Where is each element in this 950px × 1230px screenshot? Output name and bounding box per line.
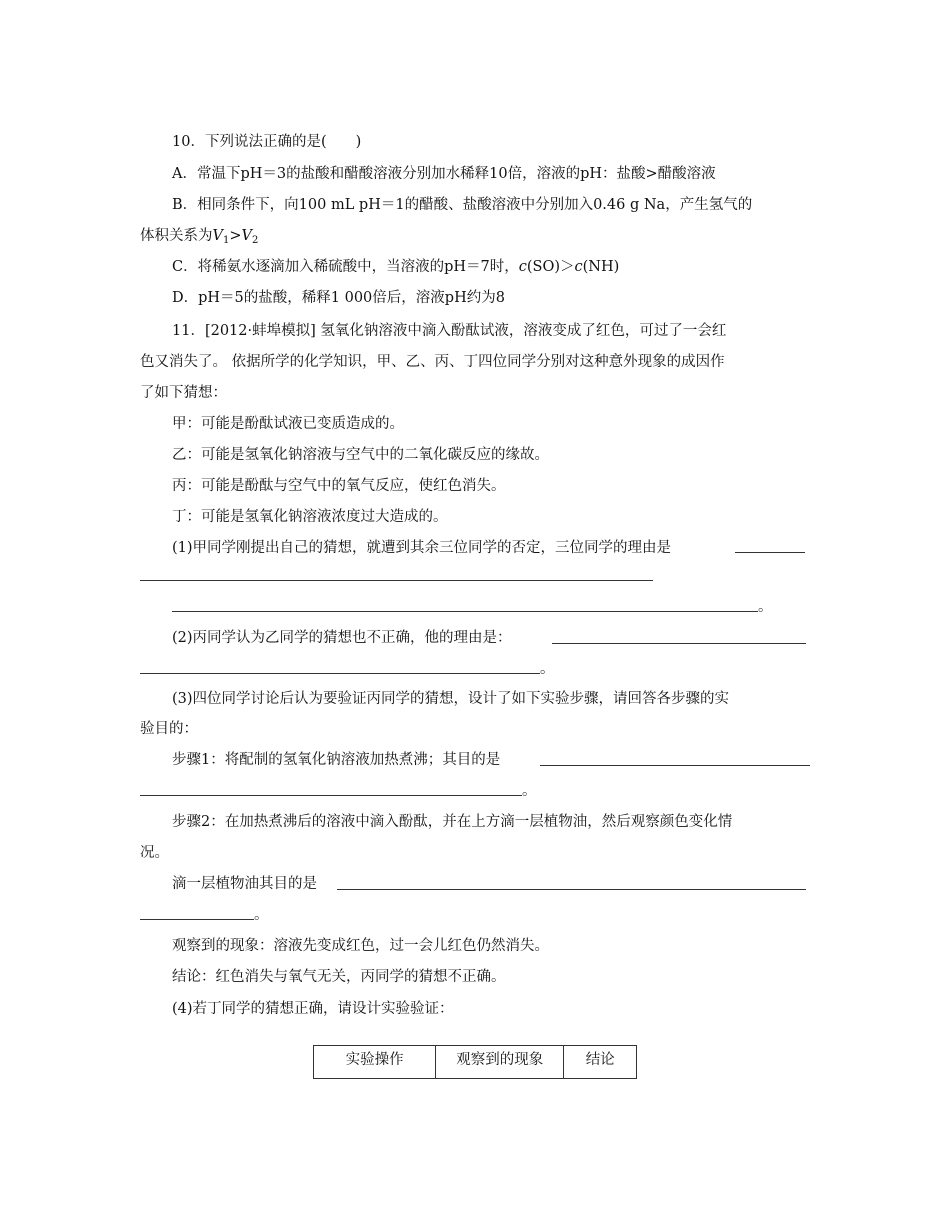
experiment-table	[313, 1045, 637, 1079]
part1-answer-blank-a[interactable]	[735, 552, 805, 553]
q10-option-b-line1: B．相同条件下，向100 mL pH＝1的醋酸、盐酸溶液中分别加入0.46 g Na，产生氢气的	[172, 197, 753, 213]
q11-intro-line2: 色又消失了。 依据所学的化学知识，甲、乙、丙、丁四位同学分别对这种意外现象的成因作	[140, 354, 725, 370]
var-v1: V	[212, 228, 223, 244]
step1-answer-blank-b[interactable]	[140, 795, 522, 796]
conclusion: 结论：红色消失与氧气无关，丙同学的猜想不正确。	[172, 969, 506, 985]
part1-period: 。	[758, 599, 773, 615]
sulfate-term: (SO)＞	[526, 259, 575, 275]
oil-purpose-prompt: 滴一层植物油其目的是	[172, 876, 317, 892]
q10-option-b-line2	[140, 226, 258, 251]
step1-prompt: 步骤1：将配制的氢氧化钠溶液加热煮沸；其目的是	[172, 752, 501, 768]
part4-prompt: (4)若丁同学的猜想正确，请设计实验验证：	[172, 1001, 454, 1017]
header-conclusion: 结论	[564, 1046, 637, 1079]
oil-period: 。	[254, 907, 269, 923]
part1-answer-blank-b[interactable]	[140, 580, 653, 581]
guess-bing: 丙：可能是酚酞与空气中的氧气反应，使红色消失。	[172, 478, 506, 494]
q10-option-a: A．常温下pH＝3的盐酸和醋酸溶液分别加水稀释10倍，溶液的pH：盐酸>醋酸溶液	[172, 166, 716, 182]
q11-intro-line3: 了如下猜想：	[140, 385, 227, 401]
q10-stem: 10．下列说法正确的是( )	[172, 134, 362, 150]
part1-answer-blank-c[interactable]	[172, 611, 758, 612]
q10-option-c-text: C．将稀氨水逐滴加入稀硫酸中，当溶液的pH＝7时，	[172, 259, 519, 275]
q10-option-d: D．pH＝5的盐酸，稀释1 000倍后，溶液pH约为8	[172, 290, 505, 306]
step2-line1: 步骤2：在加热煮沸后的溶液中滴入酚酞，并在上方滴一层植物油，然后观察颜色变化情	[172, 814, 733, 830]
var-c1: c	[518, 259, 527, 275]
part2-prompt: (2)丙同学认为乙同学的猜想也不正确，他的理由是：	[172, 630, 512, 646]
part2-answer-blank-b[interactable]	[140, 673, 540, 674]
step2-line2: 况。	[140, 845, 169, 861]
oil-answer-blank-b[interactable]	[140, 919, 254, 920]
ammonium-term: (NH)	[582, 259, 620, 275]
oil-answer-blank-a[interactable]	[337, 889, 806, 890]
step1-answer-blank-a[interactable]	[540, 765, 810, 766]
part2-period: 。	[540, 661, 555, 677]
part3-prompt-line1: (3)四位同学讨论后认为要验证丙同学的猜想，设计了如下实验步骤，请回答各步骤的实	[172, 691, 730, 707]
subscript-1: 1	[222, 235, 230, 246]
part3-prompt-line2: 验目的：	[140, 721, 198, 737]
q10-option-c	[172, 257, 619, 277]
greater-than: >	[229, 228, 242, 244]
subscript-2: 2	[252, 235, 259, 246]
q11-intro-line1: 11．[2012·蚌埠模拟] 氢氧化钠溶液中滴入酚酞试液，溶液变成了红色，可过了一会红	[172, 323, 727, 339]
guess-jia: 甲：可能是酚酞试液已变质造成的。	[172, 416, 404, 432]
part2-answer-blank-a[interactable]	[552, 643, 806, 644]
guess-yi: 乙：可能是氢氧化钠溶液与空气中的二氧化碳反应的缘故。	[172, 447, 549, 463]
var-v2: V	[241, 228, 252, 244]
step1-period: 。	[522, 783, 537, 799]
guess-ding: 丁：可能是氢氧化钠溶液浓度过大造成的。	[172, 509, 448, 525]
table-header-row	[314, 1046, 637, 1079]
part1-prompt: (1)甲同学刚提出自己的猜想，就遭到其余三位同学的否定，三位同学的理由是	[172, 540, 672, 556]
q10-option-b-text: 体积关系为	[140, 228, 213, 244]
observation: 观察到的现象：溶液先变成红色，过一会儿红色仍然消失。	[172, 938, 549, 954]
header-operation: 实验操作	[314, 1046, 436, 1079]
header-phenomenon: 观察到的现象	[436, 1046, 564, 1079]
var-c2: c	[574, 259, 583, 275]
